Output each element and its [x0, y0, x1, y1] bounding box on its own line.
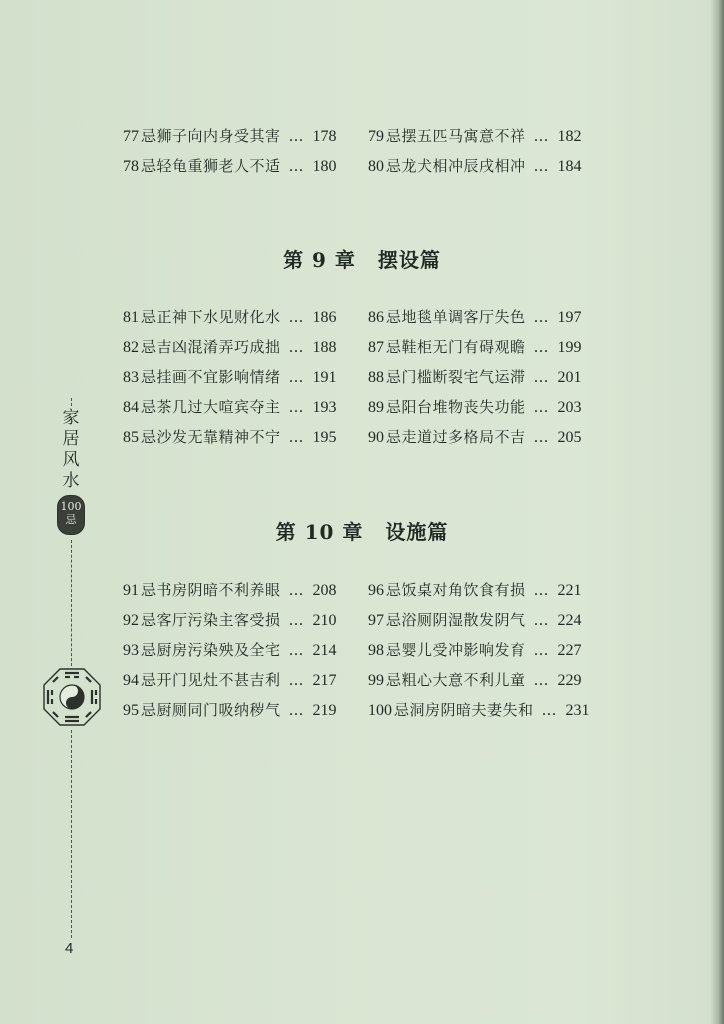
toc-entry-leader: …	[533, 611, 550, 629]
toc-entry-number: 78	[123, 158, 139, 175]
toc-entry-page: 214	[312, 642, 337, 659]
toc-entry-leader: …	[533, 157, 550, 175]
margin-line-middle	[71, 540, 72, 666]
toc-entry-page: 197	[557, 309, 582, 326]
toc-entry-leader: …	[533, 308, 550, 326]
toc-entry-page: 188	[312, 339, 337, 356]
toc-entry-number: 98	[368, 642, 384, 659]
toc-entry-leader: …	[533, 368, 550, 386]
toc-entry-page: 193	[312, 399, 337, 416]
toc-entry	[123, 302, 368, 332]
toc-section-chapter-10	[123, 575, 613, 725]
toc-entry-leader: …	[288, 701, 305, 719]
toc-entry-page: 227	[557, 642, 582, 659]
toc-entry-leader: …	[533, 127, 550, 145]
toc-entry-leader: …	[288, 428, 305, 446]
toc-entry	[123, 392, 368, 422]
toc-entry-title: 忌鞋柜无门有碍观瞻	[386, 338, 526, 356]
toc-entry-leader: …	[288, 368, 305, 386]
toc-entry-number: 88	[368, 369, 384, 386]
toc-entry	[123, 151, 368, 181]
toc-entry-title: 忌洞房阴暗夫妻失和	[394, 701, 534, 719]
toc-entry-title: 忌饭桌对角饮食有损	[386, 581, 526, 599]
toc-entry-leader: …	[288, 157, 305, 175]
toc-entry-title: 忌狮子向内身受其害	[141, 127, 281, 145]
toc-entry-title: 忌婴儿受冲影响发育	[386, 641, 526, 659]
toc-entry-leader: …	[288, 398, 305, 416]
chapter-10-number: 第 10 章	[275, 520, 364, 544]
toc-entry-number: 95	[123, 702, 139, 719]
toc-entry	[368, 362, 613, 392]
toc-entry	[123, 695, 368, 725]
toc-entry-leader: …	[288, 338, 305, 356]
toc-entry	[123, 422, 368, 452]
toc-entry-leader: …	[533, 428, 550, 446]
toc-entry-page: 224	[557, 612, 582, 629]
page-edge-shadow	[710, 0, 724, 1024]
chapter-9-heading	[0, 244, 724, 273]
toc-entry-title: 忌开门见灶不甚吉利	[141, 671, 281, 689]
toc-entry	[368, 695, 613, 725]
chapter-9-number: 第 9 章	[283, 248, 356, 272]
toc-entry-title: 忌吉凶混淆弄巧成拙	[141, 338, 281, 356]
toc-entry	[123, 575, 368, 605]
toc-entry	[368, 422, 613, 452]
toc-entry-page: 203	[557, 399, 582, 416]
toc-entry-leader: …	[533, 338, 550, 356]
toc-entry-page: 195	[312, 429, 337, 446]
toc-entry-title: 忌阳台堆物丧失功能	[386, 398, 526, 416]
toc-entry	[368, 605, 613, 635]
toc-entry-number: 80	[368, 158, 384, 175]
toc-entry-number: 83	[123, 369, 139, 386]
toc-section-chapter-9	[123, 302, 613, 452]
toc-entry-number: 97	[368, 612, 384, 629]
toc-entry-title: 忌厨厕同门吸纳秽气	[141, 701, 281, 719]
toc-entry-title: 忌厨房污染殃及全宅	[141, 641, 281, 659]
toc-entry-number: 86	[368, 309, 384, 326]
toc-entry	[368, 392, 613, 422]
toc-entry-page: 201	[557, 369, 582, 386]
toc-entry-leader: …	[541, 701, 558, 719]
toc-entry-title: 忌沙发无靠精神不宁	[141, 428, 281, 446]
toc-entry-page: 219	[312, 702, 337, 719]
toc-entry-leader: …	[288, 581, 305, 599]
toc-entry-number: 89	[368, 399, 384, 416]
toc-entry	[368, 302, 613, 332]
toc-entry-leader: …	[288, 641, 305, 659]
margin-title-char: 居	[62, 429, 80, 449]
margin-book-title	[54, 408, 88, 492]
toc-entry-number: 99	[368, 672, 384, 689]
toc-entry-page: 208	[312, 582, 337, 599]
toc-entry	[123, 332, 368, 362]
toc-entry-leader: …	[288, 611, 305, 629]
toc-entry-number: 94	[123, 672, 139, 689]
toc-entry-page: 217	[312, 672, 337, 689]
toc-entry-page: 210	[312, 612, 337, 629]
toc-entry-number: 93	[123, 642, 139, 659]
toc-entry-leader: …	[288, 671, 305, 689]
toc-entry-title: 忌茶几过大喧宾夺主	[141, 398, 281, 416]
toc-entry-page: 231	[565, 702, 590, 719]
margin-line-top	[71, 398, 72, 406]
margin-line-bottom	[71, 730, 72, 938]
toc-entry-leader: …	[533, 398, 550, 416]
toc-entry-number: 85	[123, 429, 139, 446]
toc-entry-page: 221	[557, 582, 582, 599]
toc-entry-title: 忌粗心大意不利儿童	[386, 671, 526, 689]
toc-entry-number: 84	[123, 399, 139, 416]
margin-badge: 100忌	[57, 495, 85, 535]
toc-entry-page: 199	[557, 339, 582, 356]
toc-entry-page: 178	[312, 128, 337, 145]
toc-entry-leader: …	[533, 671, 550, 689]
toc-entry-title: 忌龙犬相冲辰戌相冲	[386, 157, 526, 175]
toc-entry-title: 忌地毯单调客厅失色	[386, 308, 526, 326]
toc-entry-title: 忌门槛断裂宅气运滞	[386, 368, 526, 386]
toc-entry	[123, 665, 368, 695]
toc-entry	[368, 151, 613, 181]
toc-entry-page: 186	[312, 309, 337, 326]
toc-entry-title: 忌客厅污染主客受损	[141, 611, 281, 629]
page-number: 4	[65, 940, 74, 957]
toc-entry	[368, 575, 613, 605]
toc-entry-number: 82	[123, 339, 139, 356]
toc-entry	[368, 121, 613, 151]
margin-title-char: 水	[62, 471, 80, 491]
margin-title-char: 风	[62, 450, 80, 470]
chapter-9-name: 摆设篇	[377, 248, 441, 272]
toc-entry-number: 87	[368, 339, 384, 356]
toc-entry-leader: …	[533, 641, 550, 659]
chapter-10-heading	[0, 516, 724, 545]
toc-entry-page: 191	[312, 369, 337, 386]
toc-entry-title: 忌挂画不宜影响情绪	[141, 368, 281, 386]
toc-entry-page: 182	[557, 128, 582, 145]
toc-entry-page: 180	[312, 158, 337, 175]
toc-entry-number: 91	[123, 582, 139, 599]
toc-entry-page: 229	[557, 672, 582, 689]
toc-section-continued	[123, 121, 613, 181]
toc-entry-title: 忌走道过多格局不吉	[386, 428, 526, 446]
toc-entry-number: 81	[123, 309, 139, 326]
toc-entry-number: 77	[123, 128, 139, 145]
toc-entry-title: 忌摆五匹马寓意不祥	[386, 127, 526, 145]
toc-entry-number: 92	[123, 612, 139, 629]
toc-entry-page: 205	[557, 429, 582, 446]
margin-title-char: 家	[62, 408, 80, 428]
toc-entry-title: 忌正神下水见财化水	[141, 308, 281, 326]
toc-entry-leader: …	[533, 581, 550, 599]
toc-entry-number: 96	[368, 582, 384, 599]
bagua-yin-yang-icon	[43, 668, 101, 726]
toc-entry	[368, 332, 613, 362]
toc-entry-number: 90	[368, 429, 384, 446]
toc-entry-title: 忌轻龟重狮老人不适	[141, 157, 281, 175]
toc-entry	[123, 605, 368, 635]
toc-entry	[123, 121, 368, 151]
toc-entry-leader: …	[288, 308, 305, 326]
toc-entry-title: 忌浴厕阴湿散发阴气	[386, 611, 526, 629]
toc-entry	[368, 665, 613, 695]
toc-entry	[368, 635, 613, 665]
chapter-10-name: 设施篇	[385, 520, 449, 544]
toc-entry-title: 忌书房阴暗不利养眼	[141, 581, 281, 599]
toc-entry	[123, 362, 368, 392]
toc-entry-page: 184	[557, 158, 582, 175]
toc-entry	[123, 635, 368, 665]
toc-entry-number: 79	[368, 128, 384, 145]
toc-entry-number: 100	[368, 702, 392, 719]
toc-entry-leader: …	[288, 127, 305, 145]
